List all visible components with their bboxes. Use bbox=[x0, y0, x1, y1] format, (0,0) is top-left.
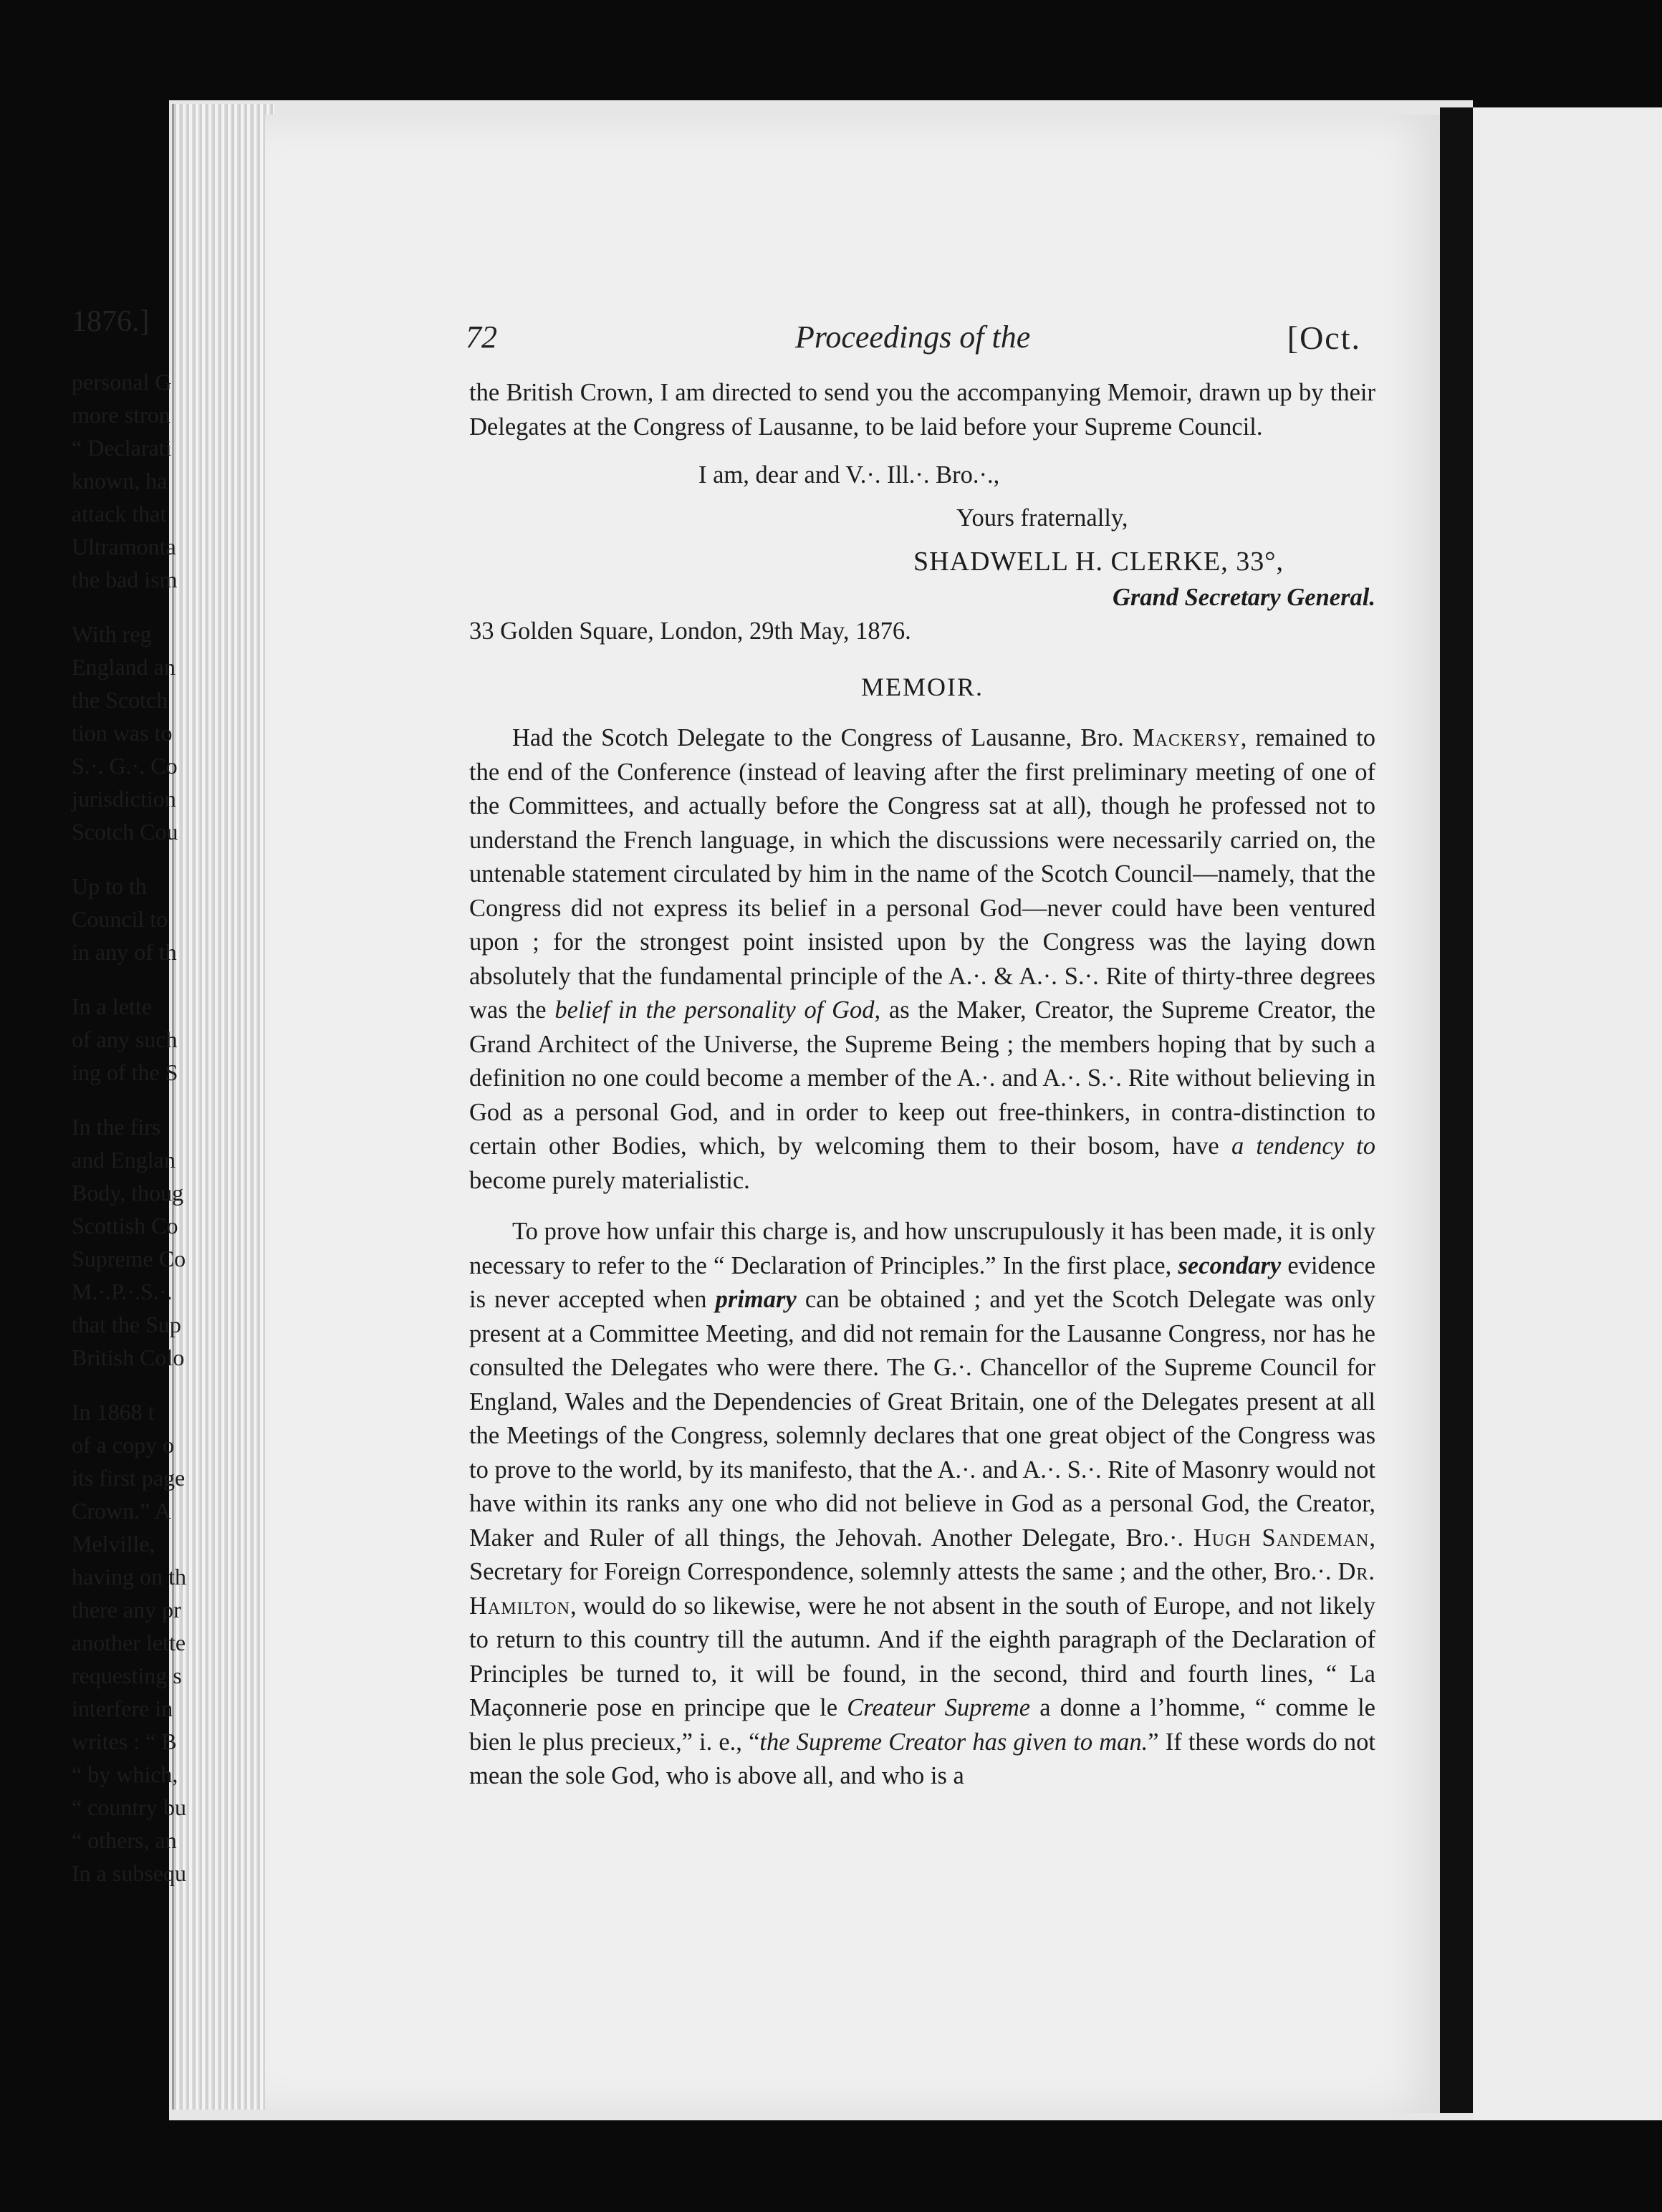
right-text-line: In a lette bbox=[72, 994, 152, 1019]
page-number: 72 bbox=[466, 319, 497, 355]
text-run: evidence is never accepted when bbox=[469, 1251, 1375, 1313]
emphasis: belief in the personality of God, bbox=[554, 996, 881, 1024]
right-text-line: Body, thoug bbox=[72, 1180, 184, 1206]
paragraph-gap bbox=[72, 1089, 358, 1110]
opening-paragraph: the British Crown, I am directed to send you the accompanying Memoir, drawn up by their Delegates at the Congress of Lausanne, to be laid before your Supreme Council. bbox=[469, 379, 1375, 441]
text-run: as the Maker, Creator, the Supreme Creator, the Grand Architect of the Universe, the Supreme Being ; the members hoping that by such a definition no one could become a member of the A.·. and A.·. S.·. Rite without believing in God as a personal God, and in order to keep out free-thinkers, in contra-distinction to certain other Bodies, which, by welcoming them to their bosom, have bbox=[469, 996, 1375, 1160]
right-text-line: In 1868 t bbox=[72, 1399, 155, 1425]
name-mackersy: Mackersy bbox=[1132, 724, 1241, 751]
right-text-line: known, ha bbox=[72, 468, 168, 494]
right-text-line: ing of the S bbox=[72, 1059, 178, 1085]
running-title: Proceedings of the bbox=[795, 319, 1031, 355]
right-running-head: 1876.] bbox=[72, 305, 150, 338]
right-text-line: In a subsequ bbox=[72, 1860, 186, 1886]
right-text-line: jurisdiction bbox=[72, 786, 176, 812]
signature-title: Grand Secretary General. bbox=[1112, 583, 1375, 611]
name-sandeman: Hugh Sandeman bbox=[1193, 1524, 1370, 1552]
emphasis: a tendency to bbox=[1231, 1133, 1376, 1160]
right-text-line: M.·.P.·.S.·. bbox=[72, 1279, 173, 1304]
right-text-line: in any of th bbox=[72, 939, 177, 965]
text-run: become purely materialistic. bbox=[469, 1166, 750, 1194]
right-text-line: of any such bbox=[72, 1026, 178, 1052]
text-run: a donne a l’homme, “ comme le bien le plus precieux,” i. e., “ bbox=[469, 1694, 1375, 1756]
address-date: 33 Golden Square, London, 29th May, 1876. bbox=[469, 617, 911, 645]
letter-closing bbox=[469, 458, 1375, 615]
right-text-line: attack that bbox=[72, 501, 167, 526]
right-text-line: “ others, an bbox=[72, 1827, 177, 1853]
right-text-line: its first page bbox=[72, 1465, 186, 1491]
right-text-line: Scotch Cou bbox=[72, 819, 178, 845]
right-text-line: British Colo bbox=[72, 1345, 185, 1370]
right-text-line: more stron bbox=[72, 402, 170, 428]
right-text-line: England an bbox=[72, 654, 176, 680]
paragraph-gap bbox=[72, 1374, 358, 1395]
emphasis: the Supreme Creator has given to man. bbox=[759, 1728, 1148, 1756]
right-page-text bbox=[72, 365, 358, 1890]
memoir-paragraph-2 bbox=[469, 1215, 1375, 1794]
right-text-line: With reg bbox=[72, 621, 152, 647]
text-run: , remained to the end of the Conference (instead of leaving after the first preliminary meeting of one of the Committees, and actually before the Congress sat at all), though he professed not to understand the French language, in which the discussions were necessarily carried on, the untenable statement circulated by him in the name of the Scotch Council—namely, that the Congress did not express its belief in a personal God—never could have been ventured upon ; for the strongest point insisted upon by the Congress was the laying down absolutely that the fundamental principle of the A.·. & A.·. S.·. Rite of thirty-three degrees was the bbox=[469, 724, 1376, 1024]
right-text-line: requesting s bbox=[72, 1663, 182, 1688]
right-text-line: Supreme Co bbox=[72, 1246, 186, 1271]
text-run: To prove how unfair this charge is, and how unscrupulously it has been made, it is only necessary to refer to the “ Declaration of Principles.” In the first place, bbox=[469, 1218, 1375, 1279]
emphasis: primary bbox=[715, 1286, 797, 1313]
memoir-paragraph-1 bbox=[469, 721, 1375, 1198]
text-run: ” If these words do not mean the sole God, who is above all, and who is a bbox=[469, 1728, 1376, 1789]
right-text-line: the Scotch bbox=[72, 687, 168, 713]
right-text-line: Up to th bbox=[72, 873, 147, 899]
paragraph-gap bbox=[72, 596, 358, 617]
right-text-line: Crown.” A bbox=[72, 1498, 171, 1524]
paragraph-gap bbox=[469, 1198, 1375, 1215]
right-text-line: writes : “ B bbox=[72, 1728, 177, 1754]
paragraph-gap bbox=[72, 968, 358, 990]
right-text-line: of a copy o bbox=[72, 1432, 175, 1458]
right-text-line: Council to bbox=[72, 906, 168, 932]
right-text-line: S.·. G.·. Co bbox=[72, 753, 178, 779]
valediction: Yours fraternally, bbox=[956, 504, 1128, 532]
paragraph-gap bbox=[72, 848, 358, 870]
right-text-line: Scottish Co bbox=[72, 1213, 178, 1239]
name-hamilton: Dr. Hamilton bbox=[469, 1558, 1375, 1620]
text-run: Had the Scotch Delegate to the Congress of Lausanne, Bro. bbox=[512, 724, 1133, 751]
right-text-line: In the firs bbox=[72, 1114, 161, 1140]
text-run: can be obtained ; and yet the Scotch Delegate was only present at a Committee Meeting, and did not remain for the Lausanne Congress, nor has he consulted the Delegates who were there. The G.·. Chancellor of the Supreme Council for England, Wales and the Dependencies of Great Britain, one of the Delegates present at all the Meetings of the Congress, solemnly declares that one great object of the Congress was to prove to the world, by its manifesto, that the A.·. and A.·. S.·. Rite of Masonry would not have within its ranks any one who did not believe in God as a personal God, the Creator, Maker and Ruler of all things, the Jehovah. Another Delegate, Bro.·. bbox=[469, 1286, 1375, 1552]
salutation: I am, dear and V.·. Ill.·. Bro.·., bbox=[698, 461, 1000, 489]
text-run: , Secretary for Foreign Correspondence, solemnly attests the same ; and the other, Bro.·. bbox=[469, 1524, 1375, 1585]
right-text-line: “ Declarati bbox=[72, 435, 172, 461]
emphasis: Createur Supreme bbox=[847, 1694, 1031, 1721]
text-run: , would do so likewise, were he not absent in the south of Europe, and not likely to return to this country till the autumn. And if the eighth paragraph of the Declaration of Principles be turned to, it will be found, in the second, third and fourth lines, “ La Maçonnerie pose en principe que le bbox=[469, 1592, 1375, 1721]
emphasis: secondary bbox=[1178, 1251, 1282, 1279]
right-text-line: tion was to bbox=[72, 720, 173, 746]
signature-name: SHADWELL H. CLERKE, 33°, bbox=[913, 547, 1284, 577]
right-text-line: and Englan bbox=[72, 1147, 176, 1173]
running-month: [Oct. bbox=[1287, 319, 1361, 356]
right-text-line: Ultramonta bbox=[72, 534, 176, 559]
right-text-line: “ country bu bbox=[72, 1794, 186, 1820]
left-page-text bbox=[469, 376, 1375, 1794]
right-text-line: another lette bbox=[72, 1630, 186, 1655]
book-gutter bbox=[1440, 107, 1473, 2113]
right-text-line: having on th bbox=[72, 1564, 186, 1590]
right-text-line: interfere in bbox=[72, 1696, 173, 1721]
running-head bbox=[466, 319, 1361, 369]
right-text-line: that the Sup bbox=[72, 1312, 181, 1337]
right-text-line: “ by which, bbox=[72, 1761, 178, 1787]
right-text-line: the bad ism bbox=[72, 567, 178, 592]
section-heading: MEMOIR. bbox=[860, 672, 984, 701]
right-text-line: there any pr bbox=[72, 1597, 181, 1622]
right-text-line: personal G bbox=[72, 369, 172, 395]
right-text-line: Melville, bbox=[72, 1531, 155, 1557]
right-page bbox=[1473, 107, 1662, 2120]
